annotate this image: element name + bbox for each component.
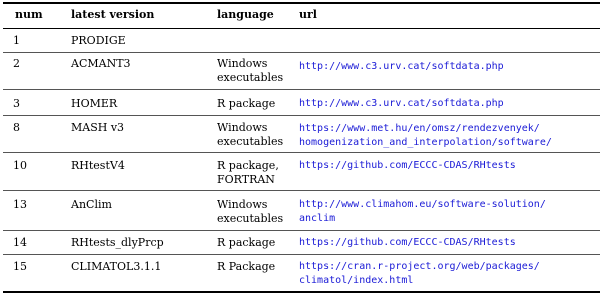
row-url-link[interactable]: https://github.com/ECCC-CDAS/RHtests (299, 237, 516, 248)
row-version: RHtests_dlyPrcp (71, 236, 164, 249)
row-num: 13 (13, 198, 27, 211)
header-language: language (217, 8, 274, 21)
row-version: HOMER (71, 97, 118, 110)
row-version: AnClim (71, 198, 112, 211)
row-divider (3, 254, 600, 255)
row-url-link-line2[interactable]: homogenization_and_interpolation/software/ (299, 137, 552, 148)
row-language: R package, (217, 159, 279, 172)
table-top-rule (3, 2, 600, 4)
row-language: Windows (217, 121, 268, 134)
row-url-link[interactable]: https://github.com/ECCC-CDAS/RHtests (299, 160, 516, 171)
row-version: PRODIGE (71, 34, 126, 47)
row-url-link[interactable]: http://www.c3.urv.cat/softdata.php (299, 98, 504, 109)
row-divider (3, 89, 600, 90)
row-num: 14 (13, 236, 27, 249)
row-language-line2: executables (217, 135, 284, 148)
header-rule (3, 28, 600, 29)
row-divider (3, 52, 600, 53)
row-num: 8 (13, 121, 20, 134)
row-language-line2: executables (217, 71, 284, 84)
row-url-link[interactable]: https://www.met.hu/en/omsz/rendezvenyek/ (299, 123, 540, 134)
row-num: 2 (13, 57, 20, 70)
header-num: num (15, 8, 43, 21)
row-language: Windows (217, 57, 268, 70)
row-num: 10 (13, 159, 27, 172)
row-url-link[interactable]: http://www.climahom.eu/software-solution/ (299, 199, 546, 210)
row-num: 15 (13, 260, 27, 273)
row-url-link[interactable]: http://www.c3.urv.cat/softdata.php (299, 61, 504, 72)
row-version: MASH v3 (71, 121, 125, 134)
row-version: ACMANT3 (71, 57, 131, 70)
header-url: url (299, 8, 317, 21)
row-language: R Package (217, 260, 276, 273)
header-latest-version: latest version (71, 8, 155, 21)
row-num: 1 (13, 34, 20, 47)
row-url-link[interactable]: https://cran.r-project.org/web/packages/ (299, 261, 540, 272)
row-divider (3, 115, 600, 116)
table-bottom-rule (3, 291, 600, 293)
row-language-line2: executables (217, 212, 284, 225)
row-divider (3, 190, 600, 191)
row-url-link-line2[interactable]: anclim (299, 213, 336, 224)
row-url-link-line2[interactable]: climatol/index.html (299, 275, 414, 286)
row-language: Windows (217, 198, 268, 211)
software-table (3, 2, 600, 294)
row-language-line2: FORTRAN (217, 173, 275, 186)
row-version: CLIMATOL3.1.1 (71, 260, 162, 273)
row-num: 3 (13, 97, 20, 110)
row-version: RHtestV4 (71, 159, 125, 172)
row-language: R package (217, 236, 276, 249)
row-language: R package (217, 97, 276, 110)
row-divider (3, 230, 600, 231)
row-divider (3, 152, 600, 153)
